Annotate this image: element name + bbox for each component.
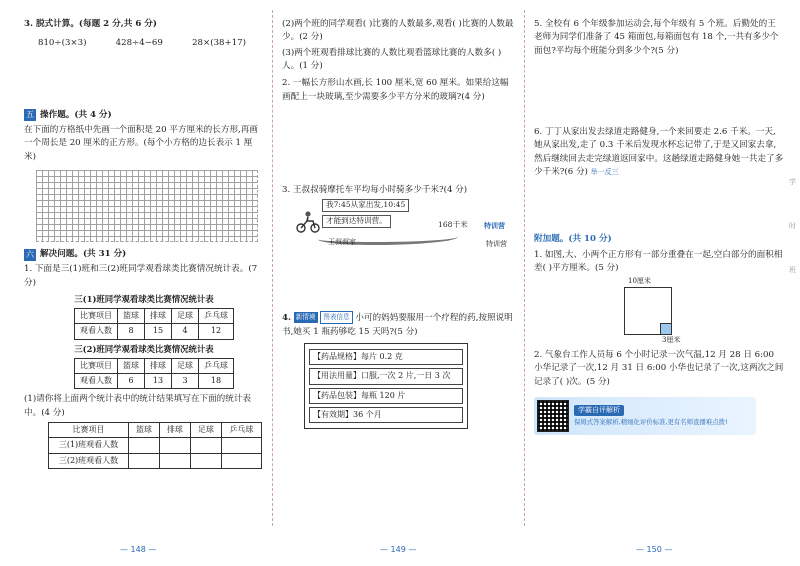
- camp-sign: 特训营: [484, 221, 505, 231]
- table-header: 乒乓球: [221, 423, 261, 438]
- answer-cell[interactable]: [159, 453, 190, 468]
- table-header: 足球: [172, 308, 199, 323]
- chart-info-tag: 图表信息: [320, 311, 352, 324]
- answer-cell[interactable]: [129, 453, 160, 468]
- new-context-tag: 新情境: [295, 313, 316, 322]
- table-header: 排球: [145, 308, 172, 323]
- table-header: 足球: [190, 423, 221, 438]
- answer-cell[interactable]: [159, 438, 190, 453]
- side-marks: [789, 160, 796, 292]
- medicine-spec: 【药品规格】每片 0.2 克: [309, 349, 463, 365]
- side-mark: 班: [789, 266, 796, 274]
- medicine-package: 【药品包装】每瓶 120 片: [309, 388, 463, 404]
- motorcycle-rider-icon: [296, 209, 320, 233]
- answer-cell[interactable]: [190, 453, 221, 468]
- table1-caption: 三(1)班同学观看球类比赛情况统计表: [74, 293, 214, 304]
- table-cell: 15: [145, 324, 172, 339]
- distance-label: 168千米: [438, 220, 468, 230]
- camp-label: 特训营: [486, 240, 507, 249]
- medicine-expiry: 【有效期】36 个月: [309, 407, 463, 423]
- page-149: [272, 0, 524, 566]
- table-header: 比赛项目: [75, 358, 118, 373]
- table-cell: 3: [172, 374, 199, 389]
- qr-code[interactable]: [537, 400, 569, 432]
- extra-2-text: 2. 气象台工作人员每 6 个小时记录一次气温,12 月 28 日 6:00 小华记录了一次,12 月 31 日 6:00 小华也记录了一次,这两次之间记录了( )次。(5 分): [534, 350, 784, 387]
- sub1-text: (1)请你将上面两个统计表中的统计结果填写在下面的统计表中。(4 分): [24, 394, 252, 418]
- self-evaluation-banner[interactable]: [534, 397, 756, 435]
- one-to-three-link[interactable]: 举一反三: [590, 167, 619, 176]
- table-cell: 18: [199, 374, 234, 389]
- extra-1-text: 1. 如图,大、小两个正方形有一部分重叠在一起,空白部分的面积相差( )平方厘米。(5 分): [534, 249, 783, 273]
- table-header: 乒乓球: [199, 358, 234, 373]
- table3: [48, 422, 262, 469]
- sub2-text: (2)两个班的同学观看( )比赛的人数最多,观看( )比赛的人数最少。(2 分): [282, 19, 514, 43]
- small-square: [660, 323, 672, 335]
- motorcycle-illustration: [288, 201, 514, 249]
- speech-line-2: 才能到达特训营。: [322, 215, 391, 228]
- table-cell: 4: [172, 324, 199, 339]
- q4-text: [282, 311, 514, 339]
- section-5-badge: 五: [26, 110, 34, 120]
- banner-title: 学霸自评解析: [574, 405, 624, 416]
- table2: [74, 358, 234, 390]
- table-cell: 6: [118, 374, 145, 389]
- table-cell: 观看人数: [75, 324, 118, 339]
- table-row-label: 三(2)班观看人数: [49, 453, 129, 468]
- table-header: 比赛项目: [75, 308, 118, 323]
- extra-title: 附加题。(共 10 分): [534, 234, 612, 245]
- q6-body: 6. 丁丁从家出发去绿道走路健身,一个来回要走 2.6 千米。一天,她从家出发,走了 0.3 千米后发现水杯忘记带了,于是又回家去拿,然后继续回去走完绿道返回家中。这趟绿道走路健身她一共走了多少千米?(6 分): [534, 126, 784, 177]
- section-6-title: 解决问题。(共 31 分): [40, 248, 127, 259]
- answer-cell[interactable]: [221, 453, 261, 468]
- table-cell: 8: [118, 324, 145, 339]
- page-number: — 148 —: [120, 544, 156, 556]
- q4-body: 小可的妈妈要服用一个疗程的药,按照说明书,她买 1 瓶药够吃 15 天吗?(5 分): [282, 313, 513, 337]
- small-square-label: 3厘米: [662, 336, 681, 345]
- q6-text: [534, 126, 784, 179]
- table-cell: 13: [145, 374, 172, 389]
- big-square-label: 10厘米: [628, 277, 651, 286]
- table-header: 足球: [172, 358, 199, 373]
- q3-title: 3. 脱式计算。(每题 2 分,共 6 分): [24, 19, 157, 29]
- banner-text: 保姆式答案解析,精细化评价标准,更有名师直播难点拨!: [574, 417, 728, 426]
- expr-3: 28×(38+17): [192, 38, 246, 49]
- sub3-text: (3)两个班观看排球比赛的人数比观看篮球比赛的人数多( )人。(1 分): [282, 47, 502, 71]
- q3-text: 3. 王叔叔骑摩托车平均每小时骑多少千米?(4 分): [282, 184, 468, 195]
- table-cell: 12: [199, 324, 234, 339]
- q2-text: 2. 一幅长方形山水画,长 100 厘米,宽 60 厘米。如果给这幅画配上一块玻璃,至少需要多少平方分米的玻璃?(4 分): [282, 78, 509, 102]
- table-header: 排球: [145, 358, 172, 373]
- home-label: 王叔叔家: [328, 238, 356, 247]
- page-number: — 150 —: [636, 544, 672, 556]
- table-row-label: 三(1)班观看人数: [49, 438, 129, 453]
- grid-paper[interactable]: [36, 170, 258, 242]
- page-150: [524, 0, 800, 566]
- section-5-title: 操作题。(共 4 分): [40, 109, 112, 120]
- answer-cell[interactable]: [190, 438, 221, 453]
- table-header: 篮球: [129, 423, 160, 438]
- side-mark: 时: [789, 222, 796, 230]
- table1: [74, 308, 234, 340]
- table-cell: 观看人数: [75, 374, 118, 389]
- section-5-heading: [24, 109, 264, 122]
- section-5-text: 在下面的方格纸中先画一个面积是 20 平方厘米的长方形,再画一个周长是 20 厘米的正方形。(每个小方格的边长表示 1 厘米): [24, 124, 258, 162]
- section-6-badge: 六: [26, 249, 34, 259]
- table-header: 排球: [159, 423, 190, 438]
- table-header: 篮球: [118, 308, 145, 323]
- table-header: 篮球: [118, 358, 145, 373]
- side-mark: 学: [789, 178, 796, 186]
- page-148: [0, 0, 272, 566]
- expression-row: [24, 33, 264, 50]
- q5-text: 5. 全校有 6 个年级参加运动会,每个年级有 5 个班。后勤处的王老师为同学们准备了 45 箱面包,每箱面包有 18 个,一共有多少个面包?平均每个班能分到多少个?(5 分): [534, 19, 779, 56]
- overlapping-squares: [624, 279, 784, 345]
- medicine-dosage: 【用法用量】口服,一次 2 片,一日 3 次: [309, 368, 463, 384]
- table2-caption: 三(2)班同学观看球类比赛情况统计表: [74, 343, 214, 354]
- q4-number: 4.: [282, 313, 291, 324]
- answer-cell[interactable]: [129, 438, 160, 453]
- table-header: 乒乓球: [199, 308, 234, 323]
- section-6-heading: [24, 248, 264, 261]
- page-number: — 149 —: [380, 544, 416, 556]
- speech-line-1: 我7:45从家出发,10:45: [322, 199, 409, 212]
- q1-text: 1. 下面是三(1)班和三(2)班同学观看球类比赛情况统计表。(7 分): [24, 264, 258, 288]
- answer-cell[interactable]: [221, 438, 261, 453]
- expr-1: 810÷(3×3): [38, 38, 87, 49]
- medicine-instructions: [304, 343, 468, 430]
- table-header: 比赛项目: [49, 423, 129, 438]
- expr-2: 428÷4−69: [115, 38, 163, 49]
